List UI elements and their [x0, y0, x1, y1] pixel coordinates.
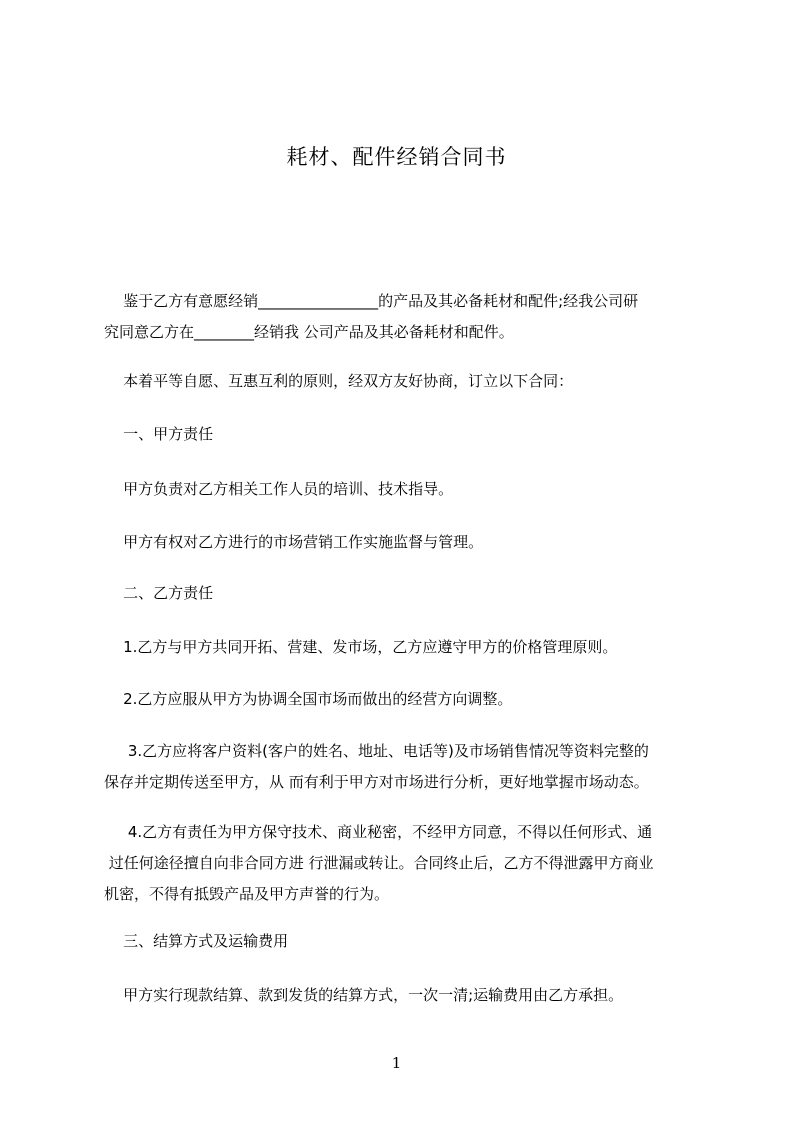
intro-line-2: 究同意乙方在________经销我 公司产品及其必备耗材和配件。	[104, 323, 514, 341]
intro-paragraph	[104, 286, 704, 348]
section-1-heading: 一、甲方责任	[104, 425, 214, 443]
section-2-item-2: 2.乙方应服从甲方为协调全国市场而做出的经营方向调整。	[104, 690, 513, 708]
section-2-item-4: 4.乙方有责任为甲方保守技术、商业秘密，不经甲方同意，不得以任何形式、通 过任何途径擅自向非合同方进 行泄漏或转让。合同终止后，乙方不得泄露甲方商业 机密，不得有抵毁产品及甲方声誉的行为。	[104, 823, 654, 903]
intro-line-1: 鉴于乙方有意愿经销________________的产品及其必备耗材和配件;经我公司研	[104, 292, 639, 310]
section-3-heading: 三、结算方式及运输费用	[104, 932, 289, 950]
section-1-item-2: 甲方有权对乙方进行的市场营销工作实施监督与管理。	[104, 533, 484, 551]
section-2-heading: 二、乙方责任	[104, 584, 214, 602]
page-number: 1	[391, 1054, 402, 1072]
section-1-item-1: 甲方负责对乙方相关工作人员的培训、技术指导。	[104, 480, 454, 498]
section-2-item-3: 3.乙方应将客户资料(客户的姓名、地址、电话等)及市场销售情况等资料完整的 保存并定期传送至甲方，从 而有利于甲方对市场进行分析，更好地掌握市场动态。	[104, 742, 649, 791]
principle-paragraph: 本着平等自愿、互惠互利的原则，经双方友好协商，订立以下合同：	[104, 372, 574, 390]
section-3-item-1: 甲方实行现款结算、款到发货的结算方式，一次一清;运输费用由乙方承担。	[104, 986, 624, 1004]
document-title: 耗材、配件经销合同书	[286, 145, 507, 169]
section-2-item-1: 1.乙方与甲方共同开拓、营建、发市场，乙方应遵守甲方的价格管理原则。	[104, 638, 618, 656]
